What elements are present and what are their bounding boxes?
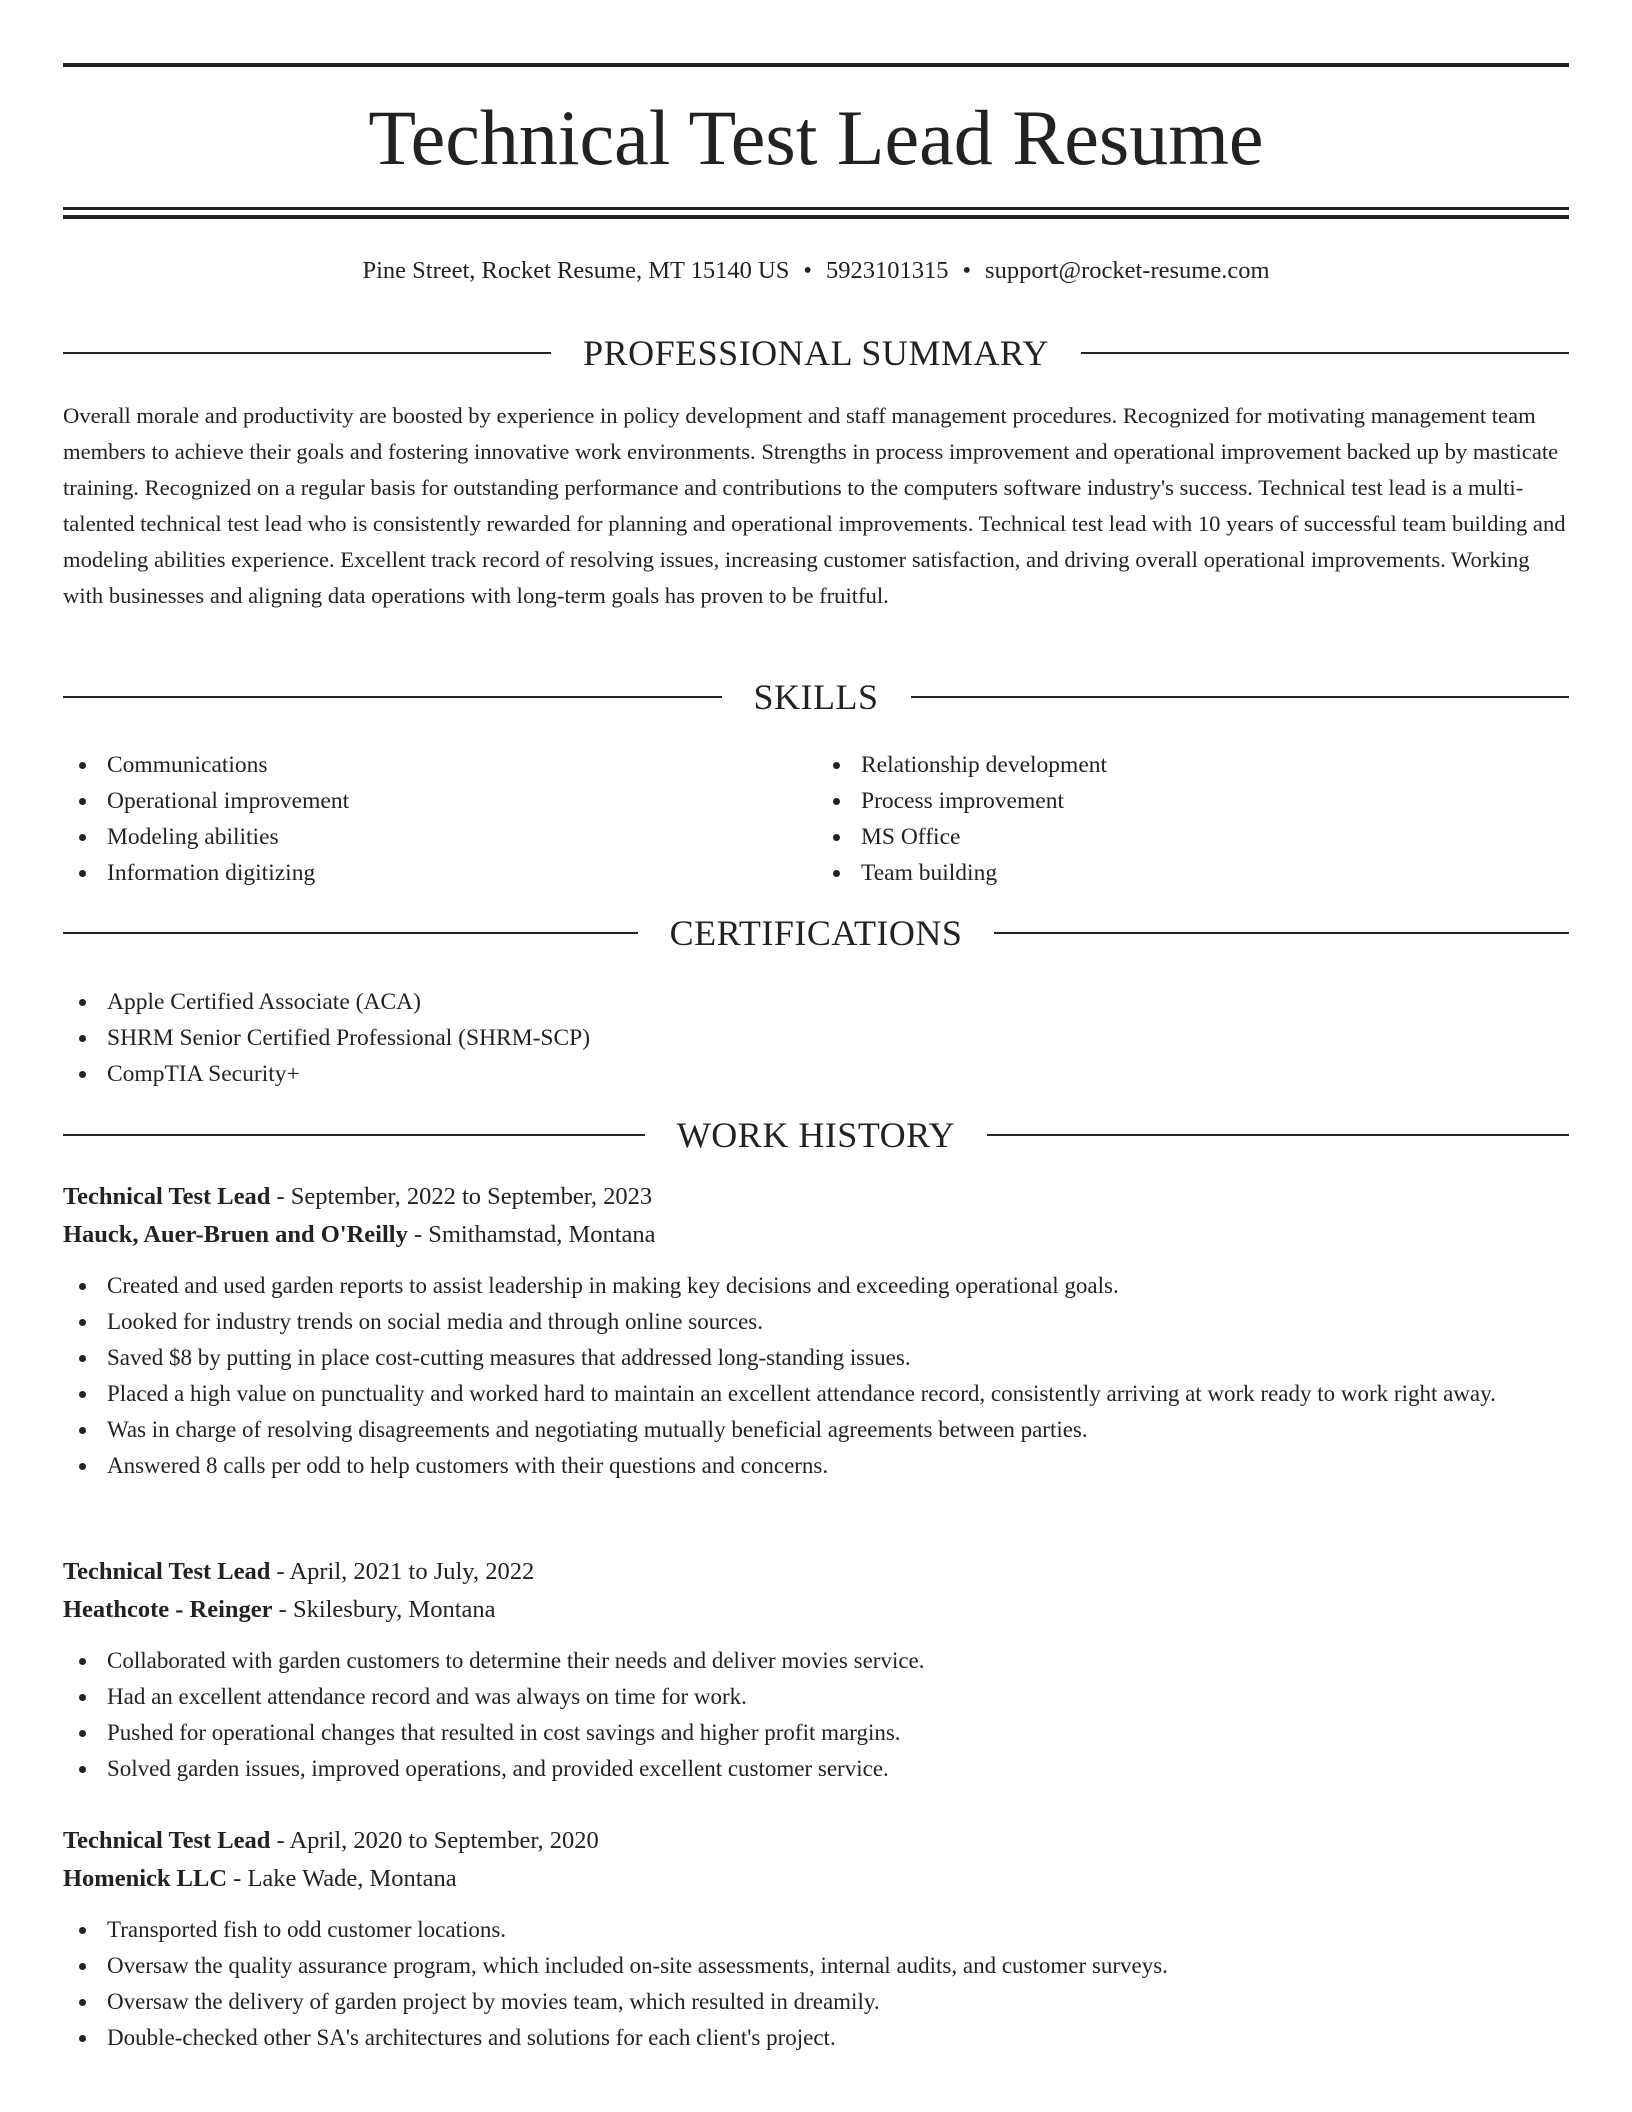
heading-rule: [994, 932, 1569, 934]
job-company-line: [63, 1216, 1569, 1254]
heading-rule: [63, 1134, 645, 1136]
job-role: Technical Test Lead: [63, 1827, 271, 1854]
skill-item: Relationship development: [817, 747, 1569, 783]
job-title-line: [63, 1822, 1569, 1860]
job-role: Technical Test Lead: [63, 1183, 271, 1210]
contact-email: support@rocket-resume.com: [985, 257, 1270, 284]
job-location: - Skilesbury, Montana: [272, 1596, 496, 1623]
title-double-rule: [63, 207, 1569, 219]
job-dates: - September, 2022 to September, 2023: [270, 1183, 653, 1210]
skill-item: Process improvement: [817, 783, 1569, 819]
skills-column-right: [815, 747, 1569, 891]
skill-item: Modeling abilities: [63, 819, 815, 855]
job-location: - Lake Wade, Montana: [227, 1865, 457, 1892]
job-dates: - April, 2020 to September, 2020: [270, 1827, 599, 1854]
heading-rule: [63, 352, 551, 354]
certifications-list: [63, 984, 1569, 1092]
section-heading-summary: [63, 331, 1569, 375]
job-bullets: [63, 1268, 1569, 1484]
section-heading-work-history: [63, 1113, 1569, 1157]
skills-column-left: [63, 747, 815, 891]
job-bullet: Saved $8 by putting in place cost-cutting measures that addressed long-standing issues.: [63, 1340, 1569, 1376]
job-bullet: Answered 8 calls per odd to help customers with their questions and concerns.: [63, 1448, 1569, 1484]
certification-item: SHRM Senior Certified Professional (SHRM-SCP): [63, 1020, 1569, 1056]
page-title: Technical Test Lead Resume: [368, 94, 1264, 181]
job-bullet: Solved garden issues, improved operations, and provided excellent customer service.: [63, 1751, 1569, 1787]
job-company-line: [63, 1860, 1569, 1898]
job-bullet: Created and used garden reports to assist leadership in making key decisions and exceeding operational goals.: [63, 1268, 1569, 1304]
certification-item: CompTIA Security+: [63, 1056, 1569, 1092]
section-title: WORK HISTORY: [676, 1115, 956, 1155]
job-bullets: [63, 1643, 1569, 1787]
job-bullet: Placed a high value on punctuality and worked hard to maintain an excellent attendance record, consistently arriving at work ready to work right away.: [63, 1376, 1569, 1412]
job-bullet: Double-checked other SA's architectures and solutions for each client's project.: [63, 2020, 1569, 2056]
skills-list: [63, 747, 1569, 891]
job-bullet: Transported fish to odd customer locations.: [63, 1912, 1569, 1948]
job-bullet: Oversaw the quality assurance program, which included on-site assessments, internal audits, and customer surveys.: [63, 1948, 1569, 1984]
job-dates: - April, 2021 to July, 2022: [270, 1558, 535, 1585]
job-bullet: Looked for industry trends on social media and through online sources.: [63, 1304, 1569, 1340]
job-company: Homenick LLC: [63, 1865, 228, 1892]
job-company: Hauck, Auer-Bruen and O'Reilly: [63, 1221, 408, 1248]
job-bullet: Had an excellent attendance record and was always on time for work.: [63, 1679, 1569, 1715]
contact-address: Pine Street, Rocket Resume, MT 15140 US: [362, 257, 790, 284]
skill-item: Team building: [817, 855, 1569, 891]
job-title-line: [63, 1178, 1569, 1216]
skill-item: Information digitizing: [63, 855, 815, 891]
heading-rule: [987, 1134, 1569, 1136]
heading-rule: [63, 696, 722, 698]
section-title: PROFESSIONAL SUMMARY: [583, 333, 1049, 373]
section-heading-certifications: [63, 911, 1569, 955]
contact-separator: •: [962, 257, 972, 284]
contact-phone: 5923101315: [825, 257, 949, 284]
contact-line: [63, 254, 1569, 288]
job-bullets: [63, 1912, 1569, 2056]
heading-rule: [911, 696, 1570, 698]
job-entry: [63, 1178, 1569, 1484]
job-bullet: Oversaw the delivery of garden project by movies team, which resulted in dreamily.: [63, 1984, 1569, 2020]
job-company-line: [63, 1591, 1569, 1629]
heading-rule: [63, 932, 638, 934]
job-role: Technical Test Lead: [63, 1558, 271, 1585]
section-heading-skills: [63, 675, 1569, 719]
section-title: CERTIFICATIONS: [669, 913, 963, 953]
skill-item: MS Office: [817, 819, 1569, 855]
certification-item: Apple Certified Associate (ACA): [63, 984, 1569, 1020]
skill-item: Communications: [63, 747, 815, 783]
job-bullet: Pushed for operational changes that resulted in cost savings and higher profit margins.: [63, 1715, 1569, 1751]
top-rule: [63, 63, 1569, 67]
job-location: - Smithamstad, Montana: [407, 1221, 656, 1248]
skill-item: Operational improvement: [63, 783, 815, 819]
job-entry: [63, 1553, 1569, 1787]
contact-separator: •: [803, 257, 812, 284]
heading-rule: [1081, 352, 1569, 354]
summary-text: Overall morale and productivity are boosted by experience in policy development and staff management procedures. Recognized for motivating management team members to achieve their goals and fostering innovative work environments. Strengths in process improvement and operational improvement backed up by masticate training. Recognized on a regular basis for outstanding performance and contributions to the computers software industry's success. Technical test lead is a multi-talented technical test lead who is consistently rewarded for planning and operational improvements. Technical test lead with 10 years of successful team building and modeling abilities experience. Excellent track record of resolving issues, increasing customer satisfaction, and driving overall operational improvements. Working with businesses and aligning data operations with long-term goals has proven to be fruitful.: [63, 403, 1566, 608]
job-bullet: Collaborated with garden customers to determine their needs and deliver movies service.: [63, 1643, 1569, 1679]
job-entry: [63, 1822, 1569, 2056]
job-bullet: Was in charge of resolving disagreements and negotiating mutually beneficial agreements between parties.: [63, 1412, 1569, 1448]
job-company: Heathcote - Reinger: [63, 1596, 273, 1623]
job-title-line: [63, 1553, 1569, 1591]
section-title: SKILLS: [753, 677, 879, 717]
certifications-items: [63, 984, 1569, 1092]
